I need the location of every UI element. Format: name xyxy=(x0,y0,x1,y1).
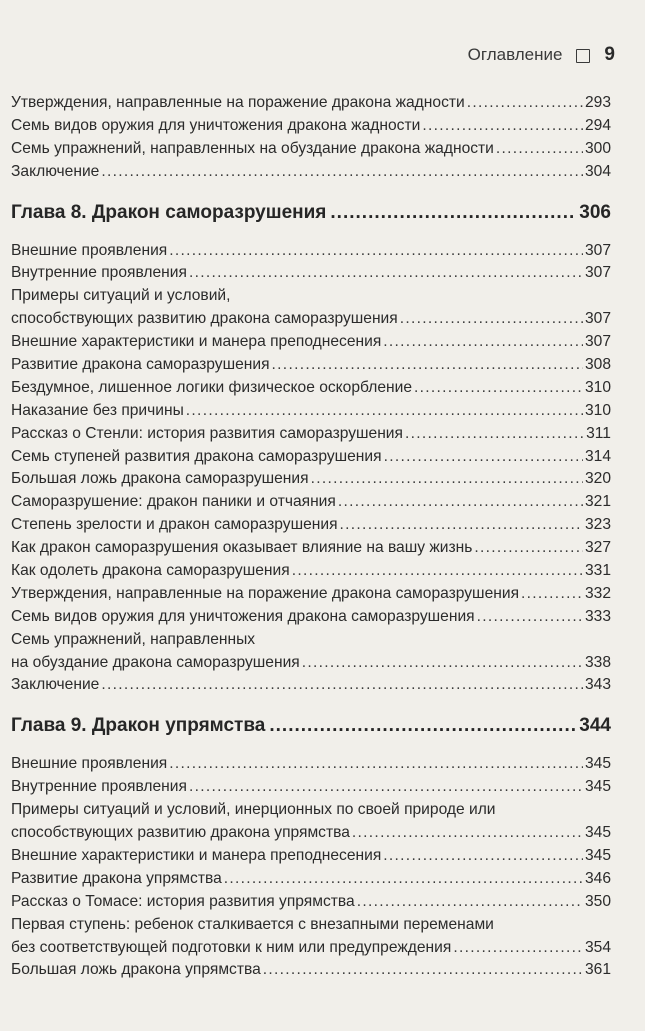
toc-entry-page: 307 xyxy=(584,310,611,328)
toc-entry-page: 346 xyxy=(584,869,611,887)
toc-entry[interactable] xyxy=(11,115,611,138)
dot-leader xyxy=(269,711,575,741)
dot-leader xyxy=(272,354,583,377)
toc-entry[interactable] xyxy=(11,161,611,184)
dot-leader xyxy=(189,776,583,799)
toc-entry-page: 333 xyxy=(584,607,611,625)
chapter-title: Глава 9. Дракон упрямства xyxy=(11,715,266,737)
toc-entry-page: 321 xyxy=(584,493,611,511)
toc-entry-page: 332 xyxy=(584,584,611,602)
toc-entry-page: 345 xyxy=(584,846,611,864)
toc-entry-page: 323 xyxy=(584,516,611,534)
toc-entry-page: 331 xyxy=(584,562,611,580)
toc-entry-title-line: Примеры ситуаций и условий, xyxy=(11,287,231,305)
dot-leader xyxy=(224,868,583,891)
dot-leader xyxy=(496,138,583,161)
table-of-contents xyxy=(11,92,611,982)
dot-leader xyxy=(352,822,583,845)
toc-entry[interactable] xyxy=(11,331,611,354)
toc-entry-page: 361 xyxy=(584,961,611,979)
toc-entry-page: 304 xyxy=(584,162,611,180)
dot-leader xyxy=(330,198,575,228)
toc-entry[interactable] xyxy=(11,583,611,606)
dot-leader xyxy=(383,845,583,868)
spacer xyxy=(11,697,611,711)
dot-leader xyxy=(477,606,583,629)
spacer xyxy=(11,228,611,240)
toc-entry-title: Семь видов оружия для уничтожения дракона саморазрушения xyxy=(11,607,475,625)
toc-entry-title: Развитие дракона упрямства xyxy=(11,869,222,887)
dot-leader xyxy=(311,468,583,491)
toc-entry[interactable] xyxy=(11,959,611,982)
toc-entry-title: Большая ложь дракона саморазрушения xyxy=(11,470,309,488)
dot-leader xyxy=(453,937,583,960)
toc-entry-title-line: Семь упражнений, направленных xyxy=(11,630,256,648)
toc-entry-page: 327 xyxy=(584,539,611,557)
toc-entry-title: Внешние проявления xyxy=(11,241,168,259)
toc-entry-page: 345 xyxy=(584,824,611,842)
dot-leader xyxy=(338,491,583,514)
dot-leader xyxy=(357,891,583,914)
chapter-heading[interactable] xyxy=(11,711,611,741)
dot-leader xyxy=(186,400,583,423)
toc-entry-title: Утверждения, направленные на поражение дракона жадности xyxy=(11,94,465,111)
chapter-page: 344 xyxy=(579,715,611,737)
toc-entry[interactable] xyxy=(11,240,611,263)
toc-entry-page: 293 xyxy=(584,94,611,111)
dot-leader xyxy=(189,262,583,285)
toc-entry[interactable] xyxy=(11,400,611,423)
toc-entry-title: Рассказ о Стенли: история развития саморазрушения xyxy=(11,424,403,442)
toc-entry[interactable] xyxy=(11,560,611,583)
toc-entry-title: на обуздание дракона саморазрушения xyxy=(11,653,300,671)
toc-entry-page: 345 xyxy=(584,778,611,796)
toc-entry[interactable] xyxy=(11,674,611,697)
toc-entry[interactable] xyxy=(11,262,611,285)
toc-entry-title: Внешние проявления xyxy=(11,755,168,773)
toc-entry[interactable] xyxy=(11,845,611,868)
toc-entry-title: Как дракон саморазрушения оказывает влияние на вашу жизнь xyxy=(11,539,473,557)
toc-entry[interactable] xyxy=(11,868,611,891)
dot-leader xyxy=(467,92,583,115)
toc-entry-title: Внутренние проявления xyxy=(11,778,187,796)
toc-entry[interactable] xyxy=(11,514,611,537)
toc-entry[interactable] xyxy=(11,652,611,675)
toc-entry[interactable] xyxy=(11,468,611,491)
toc-entry-title: Большая ложь дракона упрямства xyxy=(11,961,261,979)
toc-entry[interactable] xyxy=(11,606,611,629)
toc-entry-page: 311 xyxy=(586,424,611,442)
toc-entry-title: способствующих развитию дракона саморазрушения xyxy=(11,310,398,328)
toc-entry-page: 354 xyxy=(584,938,611,956)
toc-entry-title: Семь упражнений, направленных на обуздание дракона жадности xyxy=(11,139,494,157)
spacer xyxy=(11,741,611,753)
dot-leader xyxy=(101,161,583,184)
dot-leader xyxy=(169,753,583,776)
dot-leader xyxy=(383,331,583,354)
toc-entry-page: 300 xyxy=(584,139,611,157)
toc-entry-page: 314 xyxy=(584,447,611,465)
toc-entry[interactable] xyxy=(11,446,611,469)
dot-leader xyxy=(169,240,583,263)
spacer xyxy=(11,184,611,198)
dot-leader xyxy=(292,560,583,583)
toc-entry[interactable] xyxy=(11,937,611,960)
toc-entry[interactable] xyxy=(11,822,611,845)
dot-leader xyxy=(302,652,583,675)
toc-entry-page: 308 xyxy=(584,356,611,374)
toc-entry[interactable] xyxy=(11,776,611,799)
toc-entry-title: Внутренние проявления xyxy=(11,264,187,282)
toc-entry-page: 307 xyxy=(584,241,611,259)
toc-entry-page: 320 xyxy=(584,470,611,488)
toc-entry-page: 350 xyxy=(584,892,611,910)
chapter-page: 306 xyxy=(579,201,611,223)
toc-entry-title-line: Первая ступень: ребенок сталкивается с внезапными переменами xyxy=(11,915,494,933)
dot-leader xyxy=(263,959,583,982)
toc-entry-title: Рассказ о Томасе: история развития упрямства xyxy=(11,892,355,910)
toc-entry-page: 307 xyxy=(584,264,611,282)
toc-entry-title: Развитие дракона саморазрушения xyxy=(11,356,270,374)
section-title: Оглавление xyxy=(467,45,563,64)
toc-entry-title: способствующих развитию дракона упрямства xyxy=(11,824,350,842)
dot-leader xyxy=(101,674,583,697)
chapter-heading[interactable] xyxy=(11,198,611,228)
toc-entry-title: Внешние характеристики и манера преподнесения xyxy=(11,333,382,351)
toc-entry-page: 310 xyxy=(584,378,611,396)
dot-leader xyxy=(405,423,584,446)
toc-entry-page: 294 xyxy=(584,116,611,134)
toc-entry-title: без соответствующей подготовки к ним или предупреждения xyxy=(11,938,452,956)
toc-entry-title: Семь видов оружия для уничтожения дракона жадности xyxy=(11,116,421,134)
dot-leader xyxy=(474,537,583,560)
running-header xyxy=(468,44,615,66)
toc-entry-title: Наказание без причины xyxy=(11,401,184,419)
toc-entry[interactable] xyxy=(11,92,611,115)
dot-leader xyxy=(414,377,583,400)
toc-entry[interactable] xyxy=(11,354,611,377)
chapter-title: Глава 8. Дракон саморазрушения xyxy=(11,201,327,223)
toc-entry[interactable] xyxy=(11,138,611,161)
toc-entry[interactable] xyxy=(11,891,611,914)
toc-entry-page: 345 xyxy=(584,755,611,773)
dot-leader xyxy=(400,308,583,331)
toc-entry-title: Заключение xyxy=(11,162,100,180)
toc-entry-title: Внешние характеристики и манера преподнесения xyxy=(11,846,382,864)
dot-leader xyxy=(384,446,583,469)
toc-entry[interactable] xyxy=(11,423,611,446)
toc-entry-title-line: Примеры ситуаций и условий, инерционных по своей природе или xyxy=(11,801,496,819)
toc-entry[interactable] xyxy=(11,308,611,331)
toc-entry-page: 310 xyxy=(584,401,611,419)
square-icon xyxy=(576,49,590,63)
dot-leader xyxy=(521,583,583,606)
toc-entry[interactable] xyxy=(11,377,611,400)
toc-entry[interactable] xyxy=(11,491,611,514)
toc-entry-title: Степень зрелости и дракон саморазрушения xyxy=(11,516,338,534)
dot-leader xyxy=(340,514,583,537)
toc-entry-title: Как одолеть дракона саморазрушения xyxy=(11,562,290,580)
toc-entry-page: 343 xyxy=(584,676,611,694)
toc-entry-title: Саморазрушение: дракон паники и отчаяния xyxy=(11,493,336,511)
page-number: 9 xyxy=(604,44,615,65)
dot-leader xyxy=(422,115,583,138)
toc-entry-title: Семь ступеней развития дракона саморазрушения xyxy=(11,447,382,465)
toc-entry-page: 338 xyxy=(584,653,611,671)
toc-entry-page: 307 xyxy=(584,333,611,351)
toc-entry-title: Бездумное, лишенное логики физическое оскорбление xyxy=(11,378,413,396)
toc-entry-title: Заключение xyxy=(11,676,100,694)
toc-entry[interactable] xyxy=(11,753,611,776)
toc-entry[interactable] xyxy=(11,537,611,560)
toc-entry-title: Утверждения, направленные на поражение дракона саморазрушения xyxy=(11,584,520,602)
